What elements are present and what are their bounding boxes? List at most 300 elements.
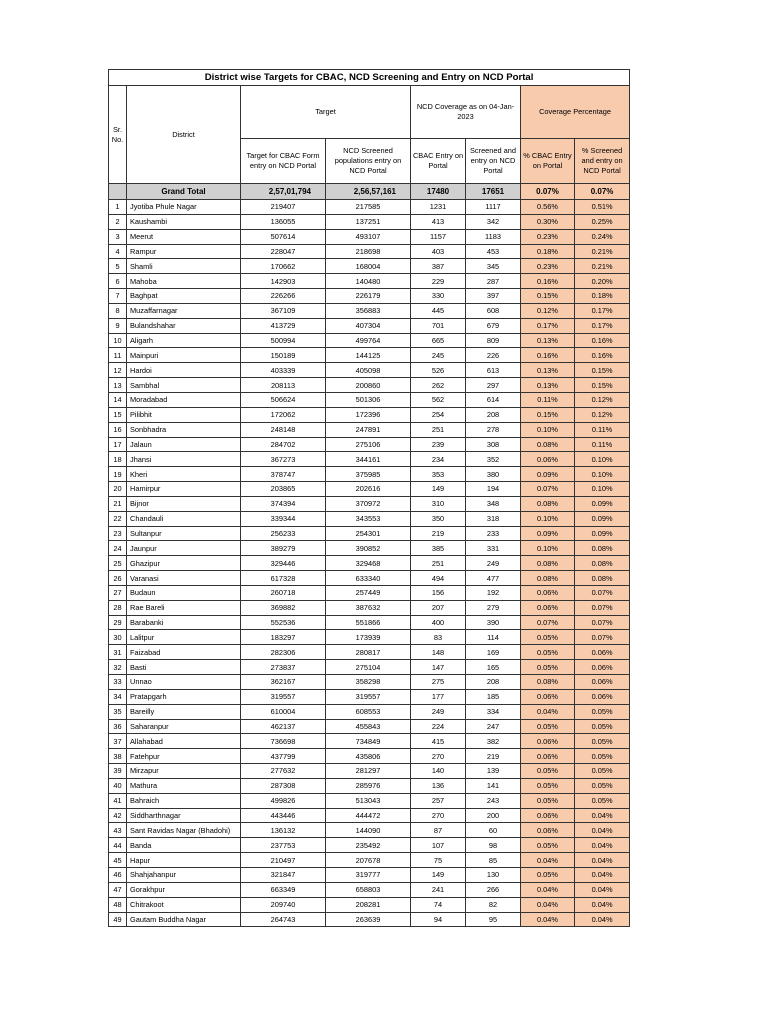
row-sr-no: 6 bbox=[109, 274, 127, 289]
row-target-ncd: 208281 bbox=[326, 897, 411, 912]
row-target-ncd: 405098 bbox=[326, 363, 411, 378]
row-target-ncd: 319777 bbox=[326, 867, 411, 882]
row-target-cbac: 248148 bbox=[241, 422, 326, 437]
row-sr-no: 30 bbox=[109, 630, 127, 645]
row-target-ncd: 218698 bbox=[326, 244, 411, 259]
row-sr-no: 4 bbox=[109, 244, 127, 259]
row-cbac-entry: 140 bbox=[411, 764, 466, 779]
row-cbac-entry: 234 bbox=[411, 452, 466, 467]
row-target-cbac: 136132 bbox=[241, 823, 326, 838]
row-target-cbac: 369882 bbox=[241, 600, 326, 615]
row-cbac-entry: 245 bbox=[411, 348, 466, 363]
row-target-cbac: 437799 bbox=[241, 749, 326, 764]
row-pct-screened: 0.09% bbox=[575, 496, 630, 511]
row-sr-no: 38 bbox=[109, 749, 127, 764]
row-screened-entry: 1183 bbox=[466, 229, 521, 244]
row-district: Saharanpur bbox=[127, 719, 241, 734]
row-pct-cbac: 0.06% bbox=[521, 823, 575, 838]
row-cbac-entry: 1157 bbox=[411, 229, 466, 244]
row-target-ncd: 390852 bbox=[326, 541, 411, 556]
row-target-ncd: 551866 bbox=[326, 615, 411, 630]
row-sr-no: 36 bbox=[109, 719, 127, 734]
row-target-ncd: 501306 bbox=[326, 392, 411, 407]
row-district: Mainpuri bbox=[127, 348, 241, 363]
row-pct-cbac: 0.17% bbox=[521, 318, 575, 333]
row-target-cbac: 226266 bbox=[241, 289, 326, 304]
row-target-ncd: 275104 bbox=[326, 660, 411, 675]
row-target-cbac: 319557 bbox=[241, 689, 326, 704]
table-row bbox=[109, 274, 630, 289]
row-district: Varanasi bbox=[127, 571, 241, 586]
row-sr-no: 19 bbox=[109, 467, 127, 482]
row-screened-entry: 139 bbox=[466, 764, 521, 779]
row-cbac-entry: 149 bbox=[411, 867, 466, 882]
row-pct-screened: 0.21% bbox=[575, 259, 630, 274]
table-row bbox=[109, 378, 630, 393]
row-target-ncd: 387632 bbox=[326, 600, 411, 615]
row-cbac-entry: 445 bbox=[411, 303, 466, 318]
row-sr-no: 13 bbox=[109, 378, 127, 393]
row-target-ncd: 344161 bbox=[326, 452, 411, 467]
row-cbac-entry: 107 bbox=[411, 838, 466, 853]
row-screened-entry: 60 bbox=[466, 823, 521, 838]
row-pct-screened: 0.04% bbox=[575, 882, 630, 897]
row-pct-screened: 0.12% bbox=[575, 392, 630, 407]
row-screened-entry: 679 bbox=[466, 318, 521, 333]
row-target-ncd: 217585 bbox=[326, 200, 411, 215]
row-sr-no: 37 bbox=[109, 734, 127, 749]
row-sr-no: 48 bbox=[109, 897, 127, 912]
row-target-ncd: 444472 bbox=[326, 808, 411, 823]
table-row bbox=[109, 719, 630, 734]
row-pct-screened: 0.04% bbox=[575, 823, 630, 838]
row-pct-cbac: 0.06% bbox=[521, 749, 575, 764]
row-screened-entry: 114 bbox=[466, 630, 521, 645]
row-sr-no: 24 bbox=[109, 541, 127, 556]
row-sr-no: 22 bbox=[109, 511, 127, 526]
row-target-ncd: 358298 bbox=[326, 675, 411, 690]
row-cbac-entry: 257 bbox=[411, 793, 466, 808]
row-pct-screened: 0.10% bbox=[575, 467, 630, 482]
row-target-cbac: 237753 bbox=[241, 838, 326, 853]
table-row bbox=[109, 318, 630, 333]
row-target-ncd: 658803 bbox=[326, 882, 411, 897]
row-cbac-entry: 87 bbox=[411, 823, 466, 838]
row-district: Mahoba bbox=[127, 274, 241, 289]
table-row bbox=[109, 482, 630, 497]
row-target-cbac: 500994 bbox=[241, 333, 326, 348]
row-sr-no: 21 bbox=[109, 496, 127, 511]
row-target-cbac: 389279 bbox=[241, 541, 326, 556]
row-target-cbac: 367109 bbox=[241, 303, 326, 318]
row-cbac-entry: 262 bbox=[411, 378, 466, 393]
row-district: Basti bbox=[127, 660, 241, 675]
row-target-cbac: 208113 bbox=[241, 378, 326, 393]
row-target-cbac: 282306 bbox=[241, 645, 326, 660]
row-district: Pilibhit bbox=[127, 407, 241, 422]
table-row bbox=[109, 585, 630, 600]
row-target-cbac: 170662 bbox=[241, 259, 326, 274]
row-cbac-entry: 350 bbox=[411, 511, 466, 526]
row-sr-no: 9 bbox=[109, 318, 127, 333]
table-row bbox=[109, 764, 630, 779]
row-cbac-entry: 400 bbox=[411, 615, 466, 630]
row-target-ncd: 455843 bbox=[326, 719, 411, 734]
table-row bbox=[109, 289, 630, 304]
table-row bbox=[109, 867, 630, 882]
row-target-cbac: 329446 bbox=[241, 556, 326, 571]
row-cbac-entry: 413 bbox=[411, 214, 466, 229]
row-district: Pratapgarh bbox=[127, 689, 241, 704]
row-target-ncd: 202616 bbox=[326, 482, 411, 497]
row-screened-entry: 453 bbox=[466, 244, 521, 259]
row-screened-entry: 1117 bbox=[466, 200, 521, 215]
row-sr-no: 44 bbox=[109, 838, 127, 853]
row-district: Gautam Buddha Nagar bbox=[127, 912, 241, 927]
row-pct-cbac: 0.07% bbox=[521, 615, 575, 630]
row-screened-entry: 318 bbox=[466, 511, 521, 526]
row-target-cbac: 228047 bbox=[241, 244, 326, 259]
row-cbac-entry: 219 bbox=[411, 526, 466, 541]
row-target-cbac: 264743 bbox=[241, 912, 326, 927]
row-pct-screened: 0.11% bbox=[575, 422, 630, 437]
table-row bbox=[109, 333, 630, 348]
row-target-cbac: 506624 bbox=[241, 392, 326, 407]
row-pct-screened: 0.09% bbox=[575, 511, 630, 526]
row-sr-no: 5 bbox=[109, 259, 127, 274]
row-district: Moradabad bbox=[127, 392, 241, 407]
table-row bbox=[109, 897, 630, 912]
row-cbac-entry: 83 bbox=[411, 630, 466, 645]
row-cbac-entry: 239 bbox=[411, 437, 466, 452]
row-cbac-entry: 275 bbox=[411, 675, 466, 690]
row-sr-no: 39 bbox=[109, 764, 127, 779]
row-pct-cbac: 0.13% bbox=[521, 378, 575, 393]
header-district: District bbox=[127, 86, 241, 184]
row-cbac-entry: 353 bbox=[411, 467, 466, 482]
row-pct-cbac: 0.13% bbox=[521, 363, 575, 378]
row-target-ncd: 375985 bbox=[326, 467, 411, 482]
row-pct-cbac: 0.04% bbox=[521, 912, 575, 927]
row-screened-entry: 249 bbox=[466, 556, 521, 571]
row-district: Fatehpur bbox=[127, 749, 241, 764]
row-pct-cbac: 0.23% bbox=[521, 259, 575, 274]
row-district: Mathura bbox=[127, 778, 241, 793]
row-district: Chitrakoot bbox=[127, 897, 241, 912]
row-screened-entry: 397 bbox=[466, 289, 521, 304]
table-row bbox=[109, 526, 630, 541]
row-pct-screened: 0.06% bbox=[575, 645, 630, 660]
row-target-ncd: 200860 bbox=[326, 378, 411, 393]
table-row bbox=[109, 630, 630, 645]
row-screened-entry: 219 bbox=[466, 749, 521, 764]
table-row bbox=[109, 259, 630, 274]
row-cbac-entry: 74 bbox=[411, 897, 466, 912]
row-screened-entry: 226 bbox=[466, 348, 521, 363]
row-pct-cbac: 0.06% bbox=[521, 734, 575, 749]
row-cbac-entry: 229 bbox=[411, 274, 466, 289]
row-sr-no: 8 bbox=[109, 303, 127, 318]
row-pct-screened: 0.05% bbox=[575, 704, 630, 719]
row-pct-cbac: 0.09% bbox=[521, 467, 575, 482]
row-target-ncd: 407304 bbox=[326, 318, 411, 333]
row-district: Bijnor bbox=[127, 496, 241, 511]
row-sr-no: 7 bbox=[109, 289, 127, 304]
row-district: Banda bbox=[127, 838, 241, 853]
row-target-ncd: 173939 bbox=[326, 630, 411, 645]
header-target-group: Target bbox=[241, 86, 411, 139]
row-screened-entry: 266 bbox=[466, 882, 521, 897]
row-target-cbac: 172062 bbox=[241, 407, 326, 422]
row-target-cbac: 507614 bbox=[241, 229, 326, 244]
table-row bbox=[109, 496, 630, 511]
row-screened-entry: 297 bbox=[466, 378, 521, 393]
table-row bbox=[109, 808, 630, 823]
row-district: Kheri bbox=[127, 467, 241, 482]
row-pct-screened: 0.08% bbox=[575, 541, 630, 556]
row-pct-cbac: 0.04% bbox=[521, 882, 575, 897]
row-pct-cbac: 0.06% bbox=[521, 452, 575, 467]
row-pct-cbac: 0.04% bbox=[521, 897, 575, 912]
row-pct-cbac: 0.56% bbox=[521, 200, 575, 215]
row-pct-screened: 0.16% bbox=[575, 333, 630, 348]
row-target-ncd: 343553 bbox=[326, 511, 411, 526]
row-target-ncd: 633340 bbox=[326, 571, 411, 586]
row-pct-screened: 0.06% bbox=[575, 660, 630, 675]
row-sr-no: 15 bbox=[109, 407, 127, 422]
table-row bbox=[109, 749, 630, 764]
row-sr-no: 16 bbox=[109, 422, 127, 437]
row-pct-cbac: 0.10% bbox=[521, 511, 575, 526]
row-screened-entry: 194 bbox=[466, 482, 521, 497]
row-cbac-entry: 494 bbox=[411, 571, 466, 586]
row-pct-cbac: 0.05% bbox=[521, 719, 575, 734]
row-sr-no: 3 bbox=[109, 229, 127, 244]
row-target-cbac: 378747 bbox=[241, 467, 326, 482]
grand-total-screened-entry: 17651 bbox=[466, 184, 521, 200]
row-screened-entry: 614 bbox=[466, 392, 521, 407]
row-district: Jalaun bbox=[127, 437, 241, 452]
row-sr-no: 12 bbox=[109, 363, 127, 378]
row-pct-screened: 0.04% bbox=[575, 853, 630, 868]
row-target-cbac: 374394 bbox=[241, 496, 326, 511]
row-pct-cbac: 0.05% bbox=[521, 838, 575, 853]
table-row bbox=[109, 882, 630, 897]
row-screened-entry: 130 bbox=[466, 867, 521, 882]
grand-total-pct-screened: 0.07% bbox=[575, 184, 630, 200]
table-row bbox=[109, 407, 630, 422]
row-screened-entry: 608 bbox=[466, 303, 521, 318]
row-target-ncd: 168004 bbox=[326, 259, 411, 274]
grand-total-target-cbac: 2,57,01,794 bbox=[241, 184, 326, 200]
row-pct-screened: 0.04% bbox=[575, 867, 630, 882]
header-target-ncd: NCD Screened populations entry on NCD Portal bbox=[326, 139, 411, 184]
row-district: Shamli bbox=[127, 259, 241, 274]
row-sr-no: 34 bbox=[109, 689, 127, 704]
header-pct-screened: % Screened and entry on NCD Portal bbox=[575, 139, 630, 184]
row-target-cbac: 362167 bbox=[241, 675, 326, 690]
row-pct-screened: 0.15% bbox=[575, 363, 630, 378]
row-sr-no: 14 bbox=[109, 392, 127, 407]
table-row bbox=[109, 348, 630, 363]
row-target-cbac: 617328 bbox=[241, 571, 326, 586]
table-row bbox=[109, 303, 630, 318]
row-pct-cbac: 0.13% bbox=[521, 333, 575, 348]
row-screened-entry: 200 bbox=[466, 808, 521, 823]
row-pct-cbac: 0.04% bbox=[521, 853, 575, 868]
row-district: Bulandshahar bbox=[127, 318, 241, 333]
row-screened-entry: 477 bbox=[466, 571, 521, 586]
row-screened-entry: 208 bbox=[466, 675, 521, 690]
row-sr-no: 42 bbox=[109, 808, 127, 823]
header-screened-entry: Screened and entry on NCD Portal bbox=[466, 139, 521, 184]
row-target-ncd: 144090 bbox=[326, 823, 411, 838]
row-cbac-entry: 385 bbox=[411, 541, 466, 556]
row-pct-screened: 0.21% bbox=[575, 244, 630, 259]
row-target-cbac: 203865 bbox=[241, 482, 326, 497]
row-sr-no: 27 bbox=[109, 585, 127, 600]
row-screened-entry: 208 bbox=[466, 407, 521, 422]
table-row bbox=[109, 511, 630, 526]
row-pct-cbac: 0.08% bbox=[521, 496, 575, 511]
row-target-cbac: 150189 bbox=[241, 348, 326, 363]
row-pct-screened: 0.15% bbox=[575, 378, 630, 393]
row-cbac-entry: 75 bbox=[411, 853, 466, 868]
table-row bbox=[109, 734, 630, 749]
grand-total-sr bbox=[109, 184, 127, 200]
row-pct-cbac: 0.05% bbox=[521, 764, 575, 779]
row-district: Kaushambi bbox=[127, 214, 241, 229]
row-cbac-entry: 156 bbox=[411, 585, 466, 600]
row-district: Faizabad bbox=[127, 645, 241, 660]
row-screened-entry: 390 bbox=[466, 615, 521, 630]
row-cbac-entry: 241 bbox=[411, 882, 466, 897]
row-cbac-entry: 224 bbox=[411, 719, 466, 734]
row-target-ncd: 319557 bbox=[326, 689, 411, 704]
row-sr-no: 45 bbox=[109, 853, 127, 868]
table-row bbox=[109, 853, 630, 868]
table-row bbox=[109, 675, 630, 690]
row-district: Hamirpur bbox=[127, 482, 241, 497]
row-sr-no: 29 bbox=[109, 615, 127, 630]
row-pct-cbac: 0.23% bbox=[521, 229, 575, 244]
table-row bbox=[109, 541, 630, 556]
table-row bbox=[109, 645, 630, 660]
row-pct-cbac: 0.05% bbox=[521, 660, 575, 675]
row-pct-screened: 0.17% bbox=[575, 318, 630, 333]
header-pct-cbac: % CBAC Entry on Portal bbox=[521, 139, 575, 184]
row-target-cbac: 287308 bbox=[241, 778, 326, 793]
row-cbac-entry: 562 bbox=[411, 392, 466, 407]
row-sr-no: 2 bbox=[109, 214, 127, 229]
table-row bbox=[109, 363, 630, 378]
row-pct-screened: 0.04% bbox=[575, 838, 630, 853]
row-pct-screened: 0.07% bbox=[575, 600, 630, 615]
row-district: Hapur bbox=[127, 853, 241, 868]
row-screened-entry: 185 bbox=[466, 689, 521, 704]
row-sr-no: 40 bbox=[109, 778, 127, 793]
row-target-ncd: 513043 bbox=[326, 793, 411, 808]
row-district: Mirzapur bbox=[127, 764, 241, 779]
row-sr-no: 41 bbox=[109, 793, 127, 808]
header-percent-group: Coverage Percentage bbox=[521, 86, 630, 139]
row-pct-cbac: 0.05% bbox=[521, 778, 575, 793]
row-pct-screened: 0.07% bbox=[575, 630, 630, 645]
row-sr-no: 43 bbox=[109, 823, 127, 838]
row-target-ncd: 144125 bbox=[326, 348, 411, 363]
row-cbac-entry: 270 bbox=[411, 749, 466, 764]
row-target-cbac: 260718 bbox=[241, 585, 326, 600]
table-row bbox=[109, 823, 630, 838]
row-sr-no: 11 bbox=[109, 348, 127, 363]
row-cbac-entry: 148 bbox=[411, 645, 466, 660]
row-pct-cbac: 0.18% bbox=[521, 244, 575, 259]
row-district: Sultanpur bbox=[127, 526, 241, 541]
row-pct-cbac: 0.06% bbox=[521, 808, 575, 823]
row-target-ncd: 329468 bbox=[326, 556, 411, 571]
row-district: Rampur bbox=[127, 244, 241, 259]
row-sr-no: 28 bbox=[109, 600, 127, 615]
row-target-cbac: 256233 bbox=[241, 526, 326, 541]
table-row bbox=[109, 660, 630, 675]
row-target-ncd: 137251 bbox=[326, 214, 411, 229]
row-target-cbac: 273837 bbox=[241, 660, 326, 675]
table-row bbox=[109, 793, 630, 808]
table-title: District wise Targets for CBAC, NCD Screening and Entry on NCD Portal bbox=[109, 70, 630, 86]
row-pct-cbac: 0.11% bbox=[521, 392, 575, 407]
table-row bbox=[109, 615, 630, 630]
table-row bbox=[109, 571, 630, 586]
row-pct-screened: 0.05% bbox=[575, 719, 630, 734]
grand-total-target-ncd: 2,56,57,161 bbox=[326, 184, 411, 200]
row-pct-screened: 0.10% bbox=[575, 452, 630, 467]
row-screened-entry: 287 bbox=[466, 274, 521, 289]
table-row bbox=[109, 467, 630, 482]
row-sr-no: 49 bbox=[109, 912, 127, 927]
row-district: Sant Ravidas Nagar (Bhadohi) bbox=[127, 823, 241, 838]
table-row bbox=[109, 689, 630, 704]
header-sr-no: Sr. No. bbox=[109, 86, 127, 184]
row-cbac-entry: 526 bbox=[411, 363, 466, 378]
row-pct-cbac: 0.16% bbox=[521, 274, 575, 289]
row-pct-cbac: 0.06% bbox=[521, 600, 575, 615]
row-sr-no: 20 bbox=[109, 482, 127, 497]
district-coverage-table bbox=[108, 69, 630, 927]
row-pct-cbac: 0.10% bbox=[521, 422, 575, 437]
row-sr-no: 35 bbox=[109, 704, 127, 719]
row-sr-no: 31 bbox=[109, 645, 127, 660]
row-pct-screened: 0.09% bbox=[575, 526, 630, 541]
row-pct-cbac: 0.15% bbox=[521, 407, 575, 422]
row-sr-no: 47 bbox=[109, 882, 127, 897]
row-district: Shahjahanpur bbox=[127, 867, 241, 882]
row-screened-entry: 345 bbox=[466, 259, 521, 274]
row-cbac-entry: 310 bbox=[411, 496, 466, 511]
row-target-cbac: 403339 bbox=[241, 363, 326, 378]
row-pct-screened: 0.08% bbox=[575, 556, 630, 571]
row-pct-screened: 0.12% bbox=[575, 407, 630, 422]
row-screened-entry: 95 bbox=[466, 912, 521, 927]
row-sr-no: 25 bbox=[109, 556, 127, 571]
row-target-ncd: 172396 bbox=[326, 407, 411, 422]
row-pct-screened: 0.04% bbox=[575, 912, 630, 927]
row-target-ncd: 285976 bbox=[326, 778, 411, 793]
row-pct-cbac: 0.06% bbox=[521, 585, 575, 600]
row-target-ncd: 493107 bbox=[326, 229, 411, 244]
row-cbac-entry: 147 bbox=[411, 660, 466, 675]
row-pct-screened: 0.07% bbox=[575, 585, 630, 600]
table-row bbox=[109, 704, 630, 719]
